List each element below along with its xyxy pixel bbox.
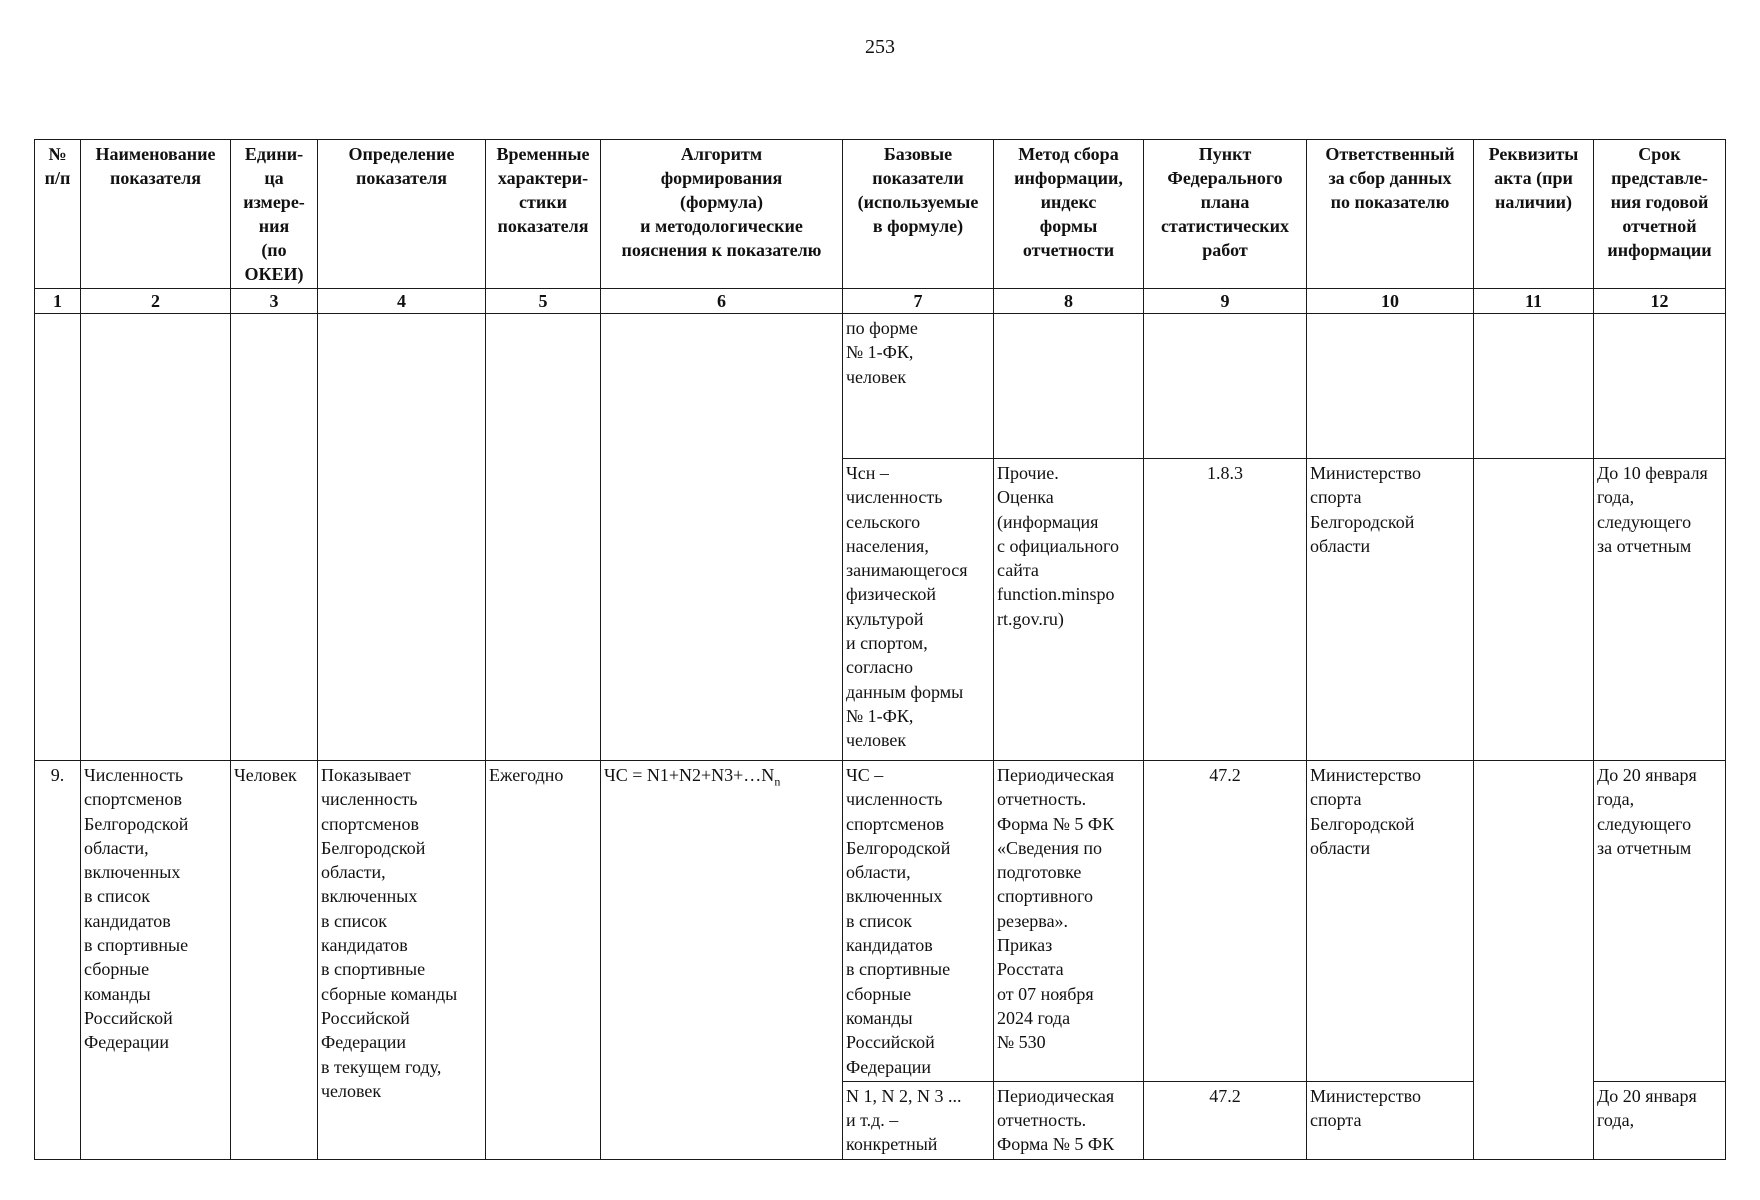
column-number: 11 [1474,289,1594,314]
table-cell [1144,314,1307,459]
header-plan-item: Пункт Федерального плана статистических работ [1144,140,1307,289]
base-indicator-cell: по форме № 1-ФК, человек [843,314,994,459]
header-algorithm: Алгоритм формирования (формула) и методологические пояснения к показателю [601,140,843,289]
act-cell [1474,459,1594,761]
column-number: 4 [318,289,486,314]
table-cell [994,314,1144,459]
column-number: 2 [81,289,231,314]
base-indicator-cell: Чсн – численность сельского населения, занимающегося физической культурой и спортом, согласно данным формы № 1-ФК, человек [843,459,994,761]
header-act: Реквизиты акта (при наличии) [1474,140,1594,289]
header-method: Метод сбора информации, индекс формы отчетности [994,140,1144,289]
base-indicator-cell: N 1, N 2, N 3 ... и т.д. – конкретный [843,1081,994,1159]
formula-cell [601,761,843,1160]
method-cell: Прочие. Оценка (информация с официального сайта function.minspo rt.gov.ru) [994,459,1144,761]
act-cell [1474,761,1594,1160]
period-cell: Ежегодно [486,761,601,1160]
table-row [35,761,1726,1082]
unit-cell: Человек [231,761,318,1160]
header-unit: Едини- ца измере- ния (по ОКЕИ) [231,140,318,289]
plan-item-cell: 47.2 [1144,761,1307,1082]
header-base-indicators: Базовые показатели (используемые в формуле) [843,140,994,289]
method-cell: Периодическая отчетность. Форма № 5 ФК «Сведения по подготовке спортивного резерва». Приказ Росстата от 07 ноября 2024 года № 530 [994,761,1144,1082]
header-period: Временные характери- стики показателя [486,140,601,289]
table-cell [601,314,843,761]
column-number: 12 [1594,289,1726,314]
table-cell [318,314,486,761]
table-cell [35,314,81,761]
indicators-table [34,139,1726,1160]
header-definition: Определение показателя [318,140,486,289]
deadline-cell: До 20 января года, следующего за отчетным [1594,761,1726,1082]
base-indicator-cell: ЧС – численность спортсменов Белгородской области, включенных в список кандидатов в спортивные сборные команды Российской Федерации [843,761,994,1082]
table-row [35,314,1726,459]
table-cell [1594,314,1726,459]
column-number: 8 [994,289,1144,314]
formula-text: ЧС = N1+N2+N3+…N [604,765,775,785]
table-cell [486,314,601,761]
responsible-cell: Министерство спорта [1307,1081,1474,1159]
header-responsible: Ответственный за сбор данных по показателю [1307,140,1474,289]
column-number: 1 [35,289,81,314]
responsible-cell: Министерство спорта Белгородской области [1307,459,1474,761]
table-cell [81,314,231,761]
column-number: 7 [843,289,994,314]
definition-cell: Показывает численность спортсменов Белгородской области, включенных в список кандидатов в спортивные сборные команды Российской Федерации в текущем году, человек [318,761,486,1160]
deadline-cell: До 10 февраля года, следующего за отчетным [1594,459,1726,761]
deadline-cell: До 20 января года, [1594,1081,1726,1159]
column-number: 6 [601,289,843,314]
indicator-name-cell: Численность спортсменов Белгородской области, включенных в список кандидатов в спортивные сборные команды Российской Федерации [81,761,231,1160]
table-cell [231,314,318,761]
table-cell [1307,314,1474,459]
header-row [35,140,1726,289]
header-deadline: Срок представле- ния годовой отчетной информации [1594,140,1726,289]
method-cell: Периодическая отчетность. Форма № 5 ФК [994,1081,1144,1159]
plan-item-cell: 1.8.3 [1144,459,1307,761]
column-number: 10 [1307,289,1474,314]
column-number: 3 [231,289,318,314]
column-number-row [35,289,1726,314]
formula-subscript: n [774,774,781,789]
page-number: 253 [865,36,895,58]
plan-item-cell: 47.2 [1144,1081,1307,1159]
responsible-cell: Министерство спорта Белгородской области [1307,761,1474,1082]
column-number: 5 [486,289,601,314]
header-name: Наименование показателя [81,140,231,289]
column-number: 9 [1144,289,1307,314]
row-number-cell: 9. [35,761,81,1160]
header-num: № п/п [35,140,81,289]
table-cell [1474,314,1594,459]
